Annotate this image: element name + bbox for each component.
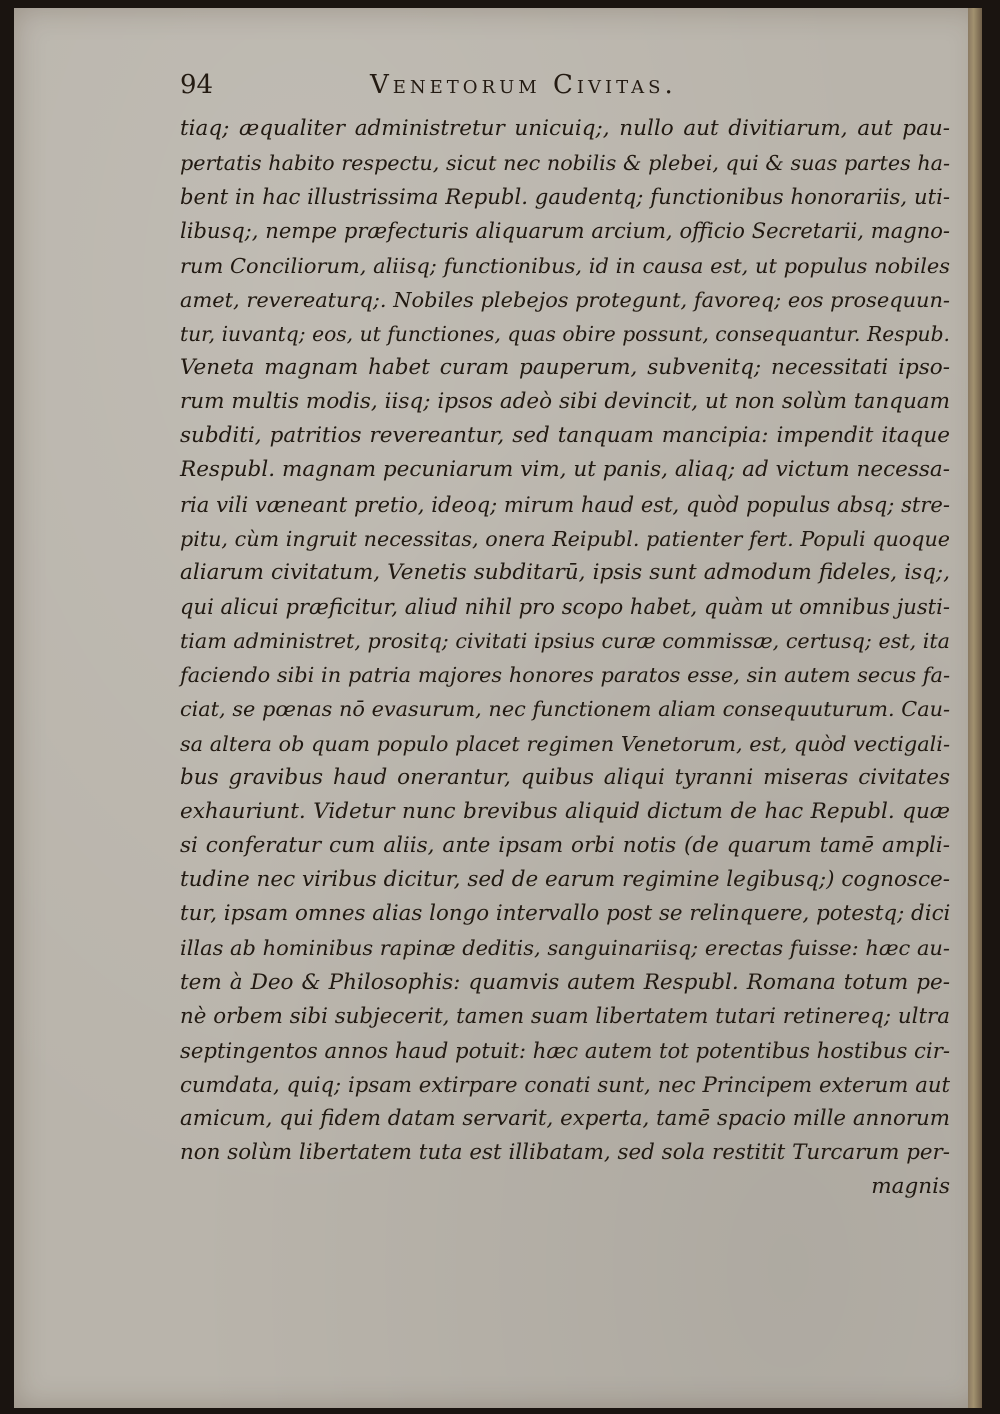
page-edge bbox=[968, 8, 982, 1408]
text-line: tur, iuvantq; eos, ut functiones, quas obire possunt, consequantur. Respub. bbox=[180, 321, 950, 346]
text-line: aliarum civitatum, Venetis subditarū, ipsis sunt admodum fideles, isq;, bbox=[180, 559, 950, 585]
text-line: Respubl. magnam pecuniarum vim, ut panis, aliaq; ad victum necessa- bbox=[180, 457, 950, 483]
text-line: tur, ipsam omnes alias longo intervallo post se relinquere, potestq; dici bbox=[180, 901, 951, 927]
text-line: non solùm libertatem tuta est illibatam, sed sola restitit Turcarum per- bbox=[180, 1140, 950, 1166]
text-line: tiam administret, prositq; civitati ipsius curæ commissæ, certusq; est, ita bbox=[180, 629, 950, 654]
text-line: rum Conciliorum, aliisq; functionibus, id in causa est, ut populus nobiles bbox=[180, 253, 950, 278]
text-line: amicum, qui fidem datam servarit, experta, tamē spacio mille annorum bbox=[180, 1106, 950, 1132]
text-line: rum multis modis, iisq; ipsos adeò sibi devincit, ut non solùm tanquam bbox=[180, 389, 950, 415]
text-line: exhauriunt. Videtur nunc brevibus aliquid dictum de hac Republ. quæ bbox=[180, 798, 950, 824]
text-line: illas ab hominibus rapinæ deditis, sanguinariisq; erectas fuisse: hæc au- bbox=[180, 936, 950, 961]
running-title: Venetorum Civitas. bbox=[370, 70, 677, 100]
text-line: bus gravibus haud onerantur, quibus aliqui tyranni miseras civitates bbox=[180, 764, 950, 790]
text-line: ria vili væneant pretio, ideoq; mirum haud est, quòd populus absq; stre- bbox=[180, 491, 950, 517]
text-line: pertatis habito respectu, sicut nec nobilis & plebei, qui & suas partes ha- bbox=[180, 151, 950, 176]
text-line: faciendo sibi in patria majores honores paratos esse, sin autem secus fa- bbox=[180, 663, 950, 688]
text-line: bent in hac illustrissima Republ. gaudentq; functionibus honorariis, uti- bbox=[180, 184, 950, 210]
text-line: septingentos annos haud potuit: hæc autem tot potentibus hostibus cir- bbox=[180, 1037, 950, 1063]
text-line: tudine nec viribus dicitur, sed de earum regimine legibusq;) cognosce- bbox=[180, 867, 950, 893]
text-line: qui alicui præficitur, aliud nihil pro scopo habet, quàm ut omnibus justi- bbox=[180, 593, 950, 619]
text-line: sa altera ob quam populo placet regimen Venetorum, est, quòd vectigali- bbox=[180, 731, 950, 756]
catchword: magnis bbox=[871, 1174, 950, 1200]
running-head bbox=[180, 70, 980, 110]
text-line: tem à Deo & Philosophis: quamvis autem Respubl. Romana totum pe- bbox=[180, 969, 950, 995]
text-line: nè orbem sibi subjecerit, tamen suam libertatem tutari retinereq; ultra bbox=[180, 1003, 950, 1029]
text-line: cumdata, quiq; ipsam extirpare conati sunt, nec Principem exterum aut bbox=[180, 1071, 950, 1097]
page-number: 94 bbox=[180, 70, 214, 100]
text-line: subditi, patritios revereantur, sed tanquam mancipia: impendit itaque bbox=[180, 423, 950, 449]
text-line: ciat, se pœnas nō evasurum, nec functionem aliam consequuturum. Cau- bbox=[180, 697, 950, 722]
text-line: tiaq; æqualiter administretur unicuiq;, nullo aut divitiarum, aut pau- bbox=[180, 116, 950, 141]
text-line: amet, revereaturq;. Nobiles plebejos protegunt, favoreq; eos prosequun- bbox=[180, 287, 950, 312]
text-line: si conferatur cum aliis, ante ipsam orbi notis (de quarum tamē ampli- bbox=[180, 832, 950, 858]
text-line: pitu, cùm ingruit necessitas, onera Reipubl. patienter fert. Populi quoque bbox=[180, 526, 950, 551]
body-text bbox=[180, 112, 950, 1205]
text-line: Veneta magnam habet curam pauperum, subvenitq; necessitati ipso- bbox=[180, 354, 950, 380]
text-line: libusq;, nempe præfecturis aliquarum arcium, officio Secretarii, magno- bbox=[180, 218, 950, 244]
